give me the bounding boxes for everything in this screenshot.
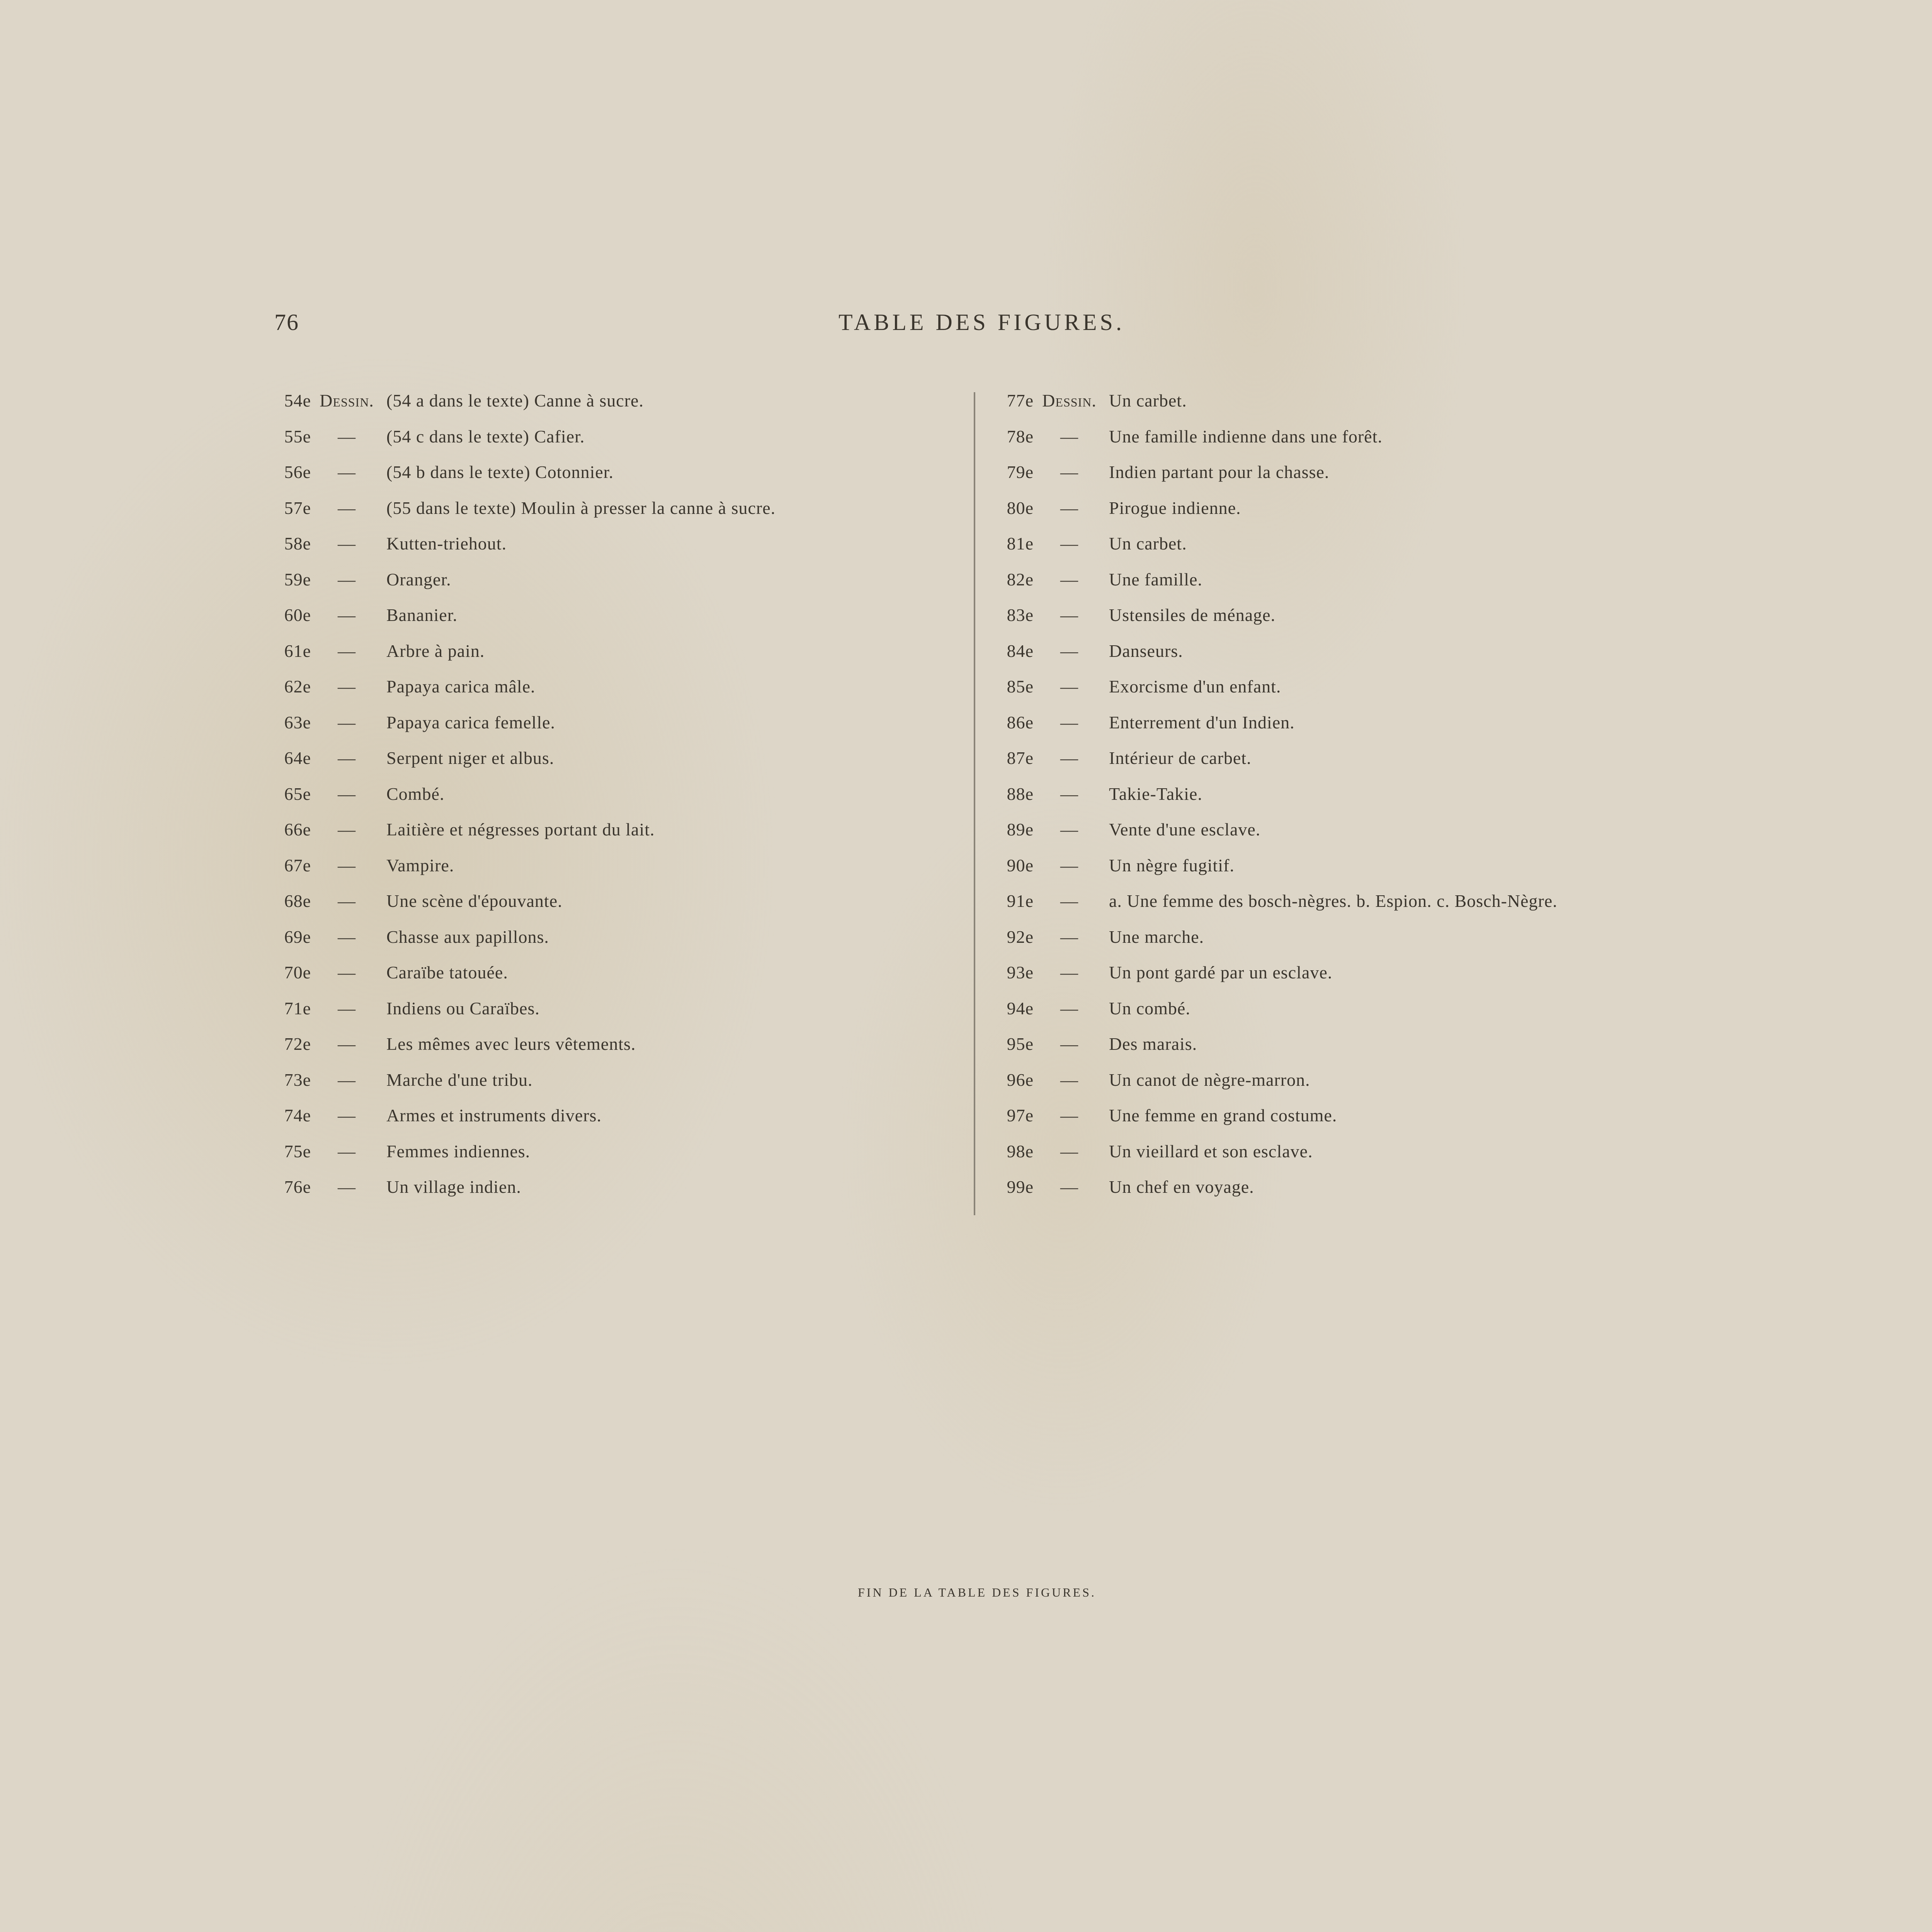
figure-number: 58e (284, 534, 311, 553)
figure-entry (274, 533, 951, 569)
figure-entry (274, 1070, 951, 1105)
ditto-dash: — (338, 426, 356, 446)
ditto-dash: — (338, 462, 356, 482)
figure-entry (997, 784, 1681, 820)
figure-number: 55e (284, 426, 311, 446)
ditto-dash: — (1060, 641, 1078, 661)
figure-entry (997, 927, 1681, 963)
figure-number: 59e (284, 569, 311, 589)
figure-number: 75e (284, 1141, 311, 1161)
figure-number: 63e (284, 712, 311, 732)
figure-entry (997, 748, 1681, 784)
figure-number: 61e (284, 641, 311, 661)
figure-caption: Une famille indienne dans une forêt. (1109, 426, 1383, 446)
ditto-dash: — (338, 748, 356, 768)
figure-caption: Femmes indiennes. (386, 1141, 531, 1161)
figure-caption: Papaya carica mâle. (386, 677, 536, 696)
page-number: 76 (274, 310, 299, 335)
figure-entry (274, 998, 951, 1034)
figure-number: 96e (1007, 1070, 1034, 1090)
figure-number: 82e (1007, 569, 1034, 589)
figure-number: 70e (284, 963, 311, 982)
ditto-dash: — (338, 605, 356, 625)
figure-number: 87e (1007, 748, 1034, 768)
figure-caption: Marche d'une tribu. (386, 1070, 533, 1090)
figure-entry (274, 390, 951, 426)
ditto-dash: — (1060, 891, 1078, 911)
figure-entry (997, 641, 1681, 677)
figure-entry (997, 819, 1681, 855)
figure-caption: Une famille. (1109, 569, 1202, 589)
ditto-dash: — (1060, 569, 1078, 589)
figure-number: 84e (1007, 641, 1034, 661)
figure-entry (274, 784, 951, 820)
figure-number: 66e (284, 820, 311, 839)
figure-entry (274, 1105, 951, 1141)
figure-caption: Un nègre fugitif. (1109, 855, 1235, 875)
dessin-label: Dessin. (1042, 391, 1097, 410)
figure-caption: Vampire. (386, 855, 454, 875)
figure-entry (274, 855, 951, 891)
figures-list-left (274, 390, 951, 1213)
figure-entry (274, 605, 951, 641)
figure-caption: Papaya carica femelle. (386, 712, 556, 732)
figure-number: 99e (1007, 1177, 1034, 1197)
figure-caption: Des marais. (1109, 1034, 1197, 1054)
ditto-dash: — (1060, 534, 1078, 553)
figure-caption: Enterrement d'un Indien. (1109, 712, 1295, 732)
figure-caption: Un canot de nègre-marron. (1109, 1070, 1310, 1090)
figure-entry (274, 927, 951, 963)
figure-entry (274, 891, 951, 927)
figure-entry (274, 498, 951, 534)
figure-caption: Un carbet. (1109, 391, 1187, 410)
ditto-dash: — (338, 1034, 356, 1054)
figure-number: 64e (284, 748, 311, 768)
figure-entry (274, 426, 951, 462)
figure-number: 88e (1007, 784, 1034, 804)
figure-number: 95e (1007, 1034, 1034, 1054)
figure-number: 97e (1007, 1105, 1034, 1125)
figure-number: 93e (1007, 963, 1034, 982)
ditto-dash: — (1060, 963, 1078, 982)
figure-caption: Caraïbe tatouée. (386, 963, 508, 982)
column-divider (974, 392, 975, 1215)
figure-caption: Serpent niger et albus. (386, 748, 554, 768)
ditto-dash: — (338, 712, 356, 732)
figure-caption: Takie-Takie. (1109, 784, 1202, 804)
ditto-dash: — (338, 963, 356, 982)
figure-caption: Intérieur de carbet. (1109, 748, 1252, 768)
ditto-dash: — (338, 1177, 356, 1197)
figure-number: 60e (284, 605, 311, 625)
figure-entry (997, 1177, 1681, 1213)
figure-caption: Vente d'une esclave. (1109, 820, 1261, 839)
figure-caption: Danseurs. (1109, 641, 1183, 661)
figure-entry (997, 426, 1681, 462)
figure-entry (997, 605, 1681, 641)
figure-entry (997, 1070, 1681, 1105)
figure-number: 90e (1007, 855, 1034, 875)
ditto-dash: — (1060, 1070, 1078, 1090)
figure-entry (997, 891, 1681, 927)
figure-caption: Ustensiles de ménage. (1109, 605, 1276, 625)
running-title: TABLE DES FIGURES. (838, 310, 1125, 335)
ditto-dash: — (338, 820, 356, 839)
figure-entry (997, 1105, 1681, 1141)
figure-number: 71e (284, 998, 311, 1018)
ditto-dash: — (1060, 748, 1078, 768)
figure-caption: (54 c dans le texte) Cafier. (386, 426, 585, 446)
figure-entry (997, 569, 1681, 605)
figure-number: 68e (284, 891, 311, 911)
figure-caption: Un chef en voyage. (1109, 1177, 1254, 1197)
figure-number: 57e (284, 498, 311, 518)
ditto-dash: — (338, 498, 356, 518)
ditto-dash: — (1060, 712, 1078, 732)
figure-entry (997, 998, 1681, 1034)
figure-number: 81e (1007, 534, 1034, 553)
figure-entry (274, 569, 951, 605)
ditto-dash: — (1060, 1034, 1078, 1054)
figure-entry (274, 712, 951, 748)
ditto-dash: — (1060, 677, 1078, 696)
ditto-dash: — (1060, 820, 1078, 839)
figure-entry (997, 1034, 1681, 1070)
figure-number: 72e (284, 1034, 311, 1054)
figure-number: 86e (1007, 712, 1034, 732)
end-note: FIN DE LA TABLE DES FIGURES. (858, 1585, 1096, 1599)
figure-entry (274, 1034, 951, 1070)
figure-caption: Un carbet. (1109, 534, 1187, 553)
figure-caption: Une marche. (1109, 927, 1204, 947)
figure-number: 56e (284, 462, 311, 482)
figure-entry (274, 676, 951, 712)
ditto-dash: — (1060, 605, 1078, 625)
figure-number: 94e (1007, 998, 1034, 1018)
figure-caption: (54 a dans le texte) Canne à sucre. (386, 391, 644, 410)
figure-number: 76e (284, 1177, 311, 1197)
ditto-dash: — (1060, 462, 1078, 482)
figure-number: 74e (284, 1105, 311, 1125)
figure-entry (997, 533, 1681, 569)
ditto-dash: — (338, 784, 356, 804)
ditto-dash: — (1060, 784, 1078, 804)
figure-caption: Un vieillard et son esclave. (1109, 1141, 1313, 1161)
figures-list-right (997, 390, 1681, 1213)
figure-caption: Une femme en grand costume. (1109, 1105, 1337, 1125)
dessin-label: Dessin. (320, 391, 374, 410)
figure-number: 73e (284, 1070, 311, 1090)
ditto-dash: — (338, 569, 356, 589)
figure-number: 69e (284, 927, 311, 947)
figure-number: 78e (1007, 426, 1034, 446)
ditto-dash: — (1060, 1105, 1078, 1125)
ditto-dash: — (1060, 426, 1078, 446)
figure-entry (997, 1141, 1681, 1177)
figure-caption: Une scène d'épouvante. (386, 891, 563, 911)
figure-number: 92e (1007, 927, 1034, 947)
figure-caption: Kutten-triehout. (386, 534, 507, 553)
figure-number: 98e (1007, 1141, 1034, 1161)
figure-caption: (54 b dans le texte) Cotonnier. (386, 462, 614, 482)
ditto-dash: — (1060, 998, 1078, 1018)
figure-caption: Un village indien. (386, 1177, 521, 1197)
ditto-dash: — (338, 534, 356, 553)
figure-number: 91e (1007, 891, 1034, 911)
figure-entry (274, 748, 951, 784)
figure-number: 85e (1007, 677, 1034, 696)
figure-number: 80e (1007, 498, 1034, 518)
ditto-dash: — (1060, 927, 1078, 947)
figure-entry (997, 855, 1681, 891)
figure-caption: Armes et instruments divers. (386, 1105, 602, 1125)
figure-number: 65e (284, 784, 311, 804)
figure-entry (997, 712, 1681, 748)
ditto-dash: — (338, 891, 356, 911)
figure-number: 79e (1007, 462, 1034, 482)
figure-number: 67e (284, 855, 311, 875)
figure-caption: Chasse aux papillons. (386, 927, 549, 947)
figure-number: 62e (284, 677, 311, 696)
figure-entry (274, 641, 951, 677)
figure-caption: Oranger. (386, 569, 451, 589)
figure-entry (997, 462, 1681, 498)
ditto-dash: — (338, 1070, 356, 1090)
figure-number: 83e (1007, 605, 1034, 625)
figure-entry (274, 1177, 951, 1213)
ditto-dash: — (338, 1141, 356, 1161)
ditto-dash: — (1060, 1141, 1078, 1161)
figure-caption: Les mêmes avec leurs vêtements. (386, 1034, 636, 1054)
figure-caption: Arbre à pain. (386, 641, 485, 661)
figure-caption: Indiens ou Caraïbes. (386, 998, 540, 1018)
figure-entry (274, 1141, 951, 1177)
ditto-dash: — (338, 855, 356, 875)
figure-number: 54e (284, 391, 311, 410)
figure-entry (997, 962, 1681, 998)
ditto-dash: — (1060, 1177, 1078, 1197)
ditto-dash: — (338, 998, 356, 1018)
ditto-dash: — (1060, 498, 1078, 518)
ditto-dash: — (338, 1105, 356, 1125)
figure-caption: a. Une femme des bosch-nègres. b. Espion. c. Bosch-Nègre. (1109, 891, 1558, 911)
figure-caption: Exorcisme d'un enfant. (1109, 677, 1281, 696)
figure-caption: Un pont gardé par un esclave. (1109, 963, 1333, 982)
figure-entry (997, 498, 1681, 534)
figure-number: 77e (1007, 391, 1034, 410)
figure-caption: Pirogue indienne. (1109, 498, 1241, 518)
figure-entry (274, 462, 951, 498)
ditto-dash: — (338, 677, 356, 696)
figure-caption: Un combé. (1109, 998, 1190, 1018)
figure-caption: (55 dans le texte) Moulin à presser la canne à sucre. (386, 498, 776, 518)
figure-entry (274, 962, 951, 998)
figure-caption: Indien partant pour la chasse. (1109, 462, 1330, 482)
ditto-dash: — (338, 641, 356, 661)
figure-caption: Laitière et négresses portant du lait. (386, 820, 655, 839)
figure-caption: Bananier. (386, 605, 457, 625)
figure-caption: Combé. (386, 784, 445, 804)
ditto-dash: — (1060, 855, 1078, 875)
figure-entry (997, 390, 1681, 426)
page-header (270, 309, 1260, 352)
figure-entry (997, 676, 1681, 712)
figure-entry (274, 819, 951, 855)
ditto-dash: — (338, 927, 356, 947)
figure-number: 89e (1007, 820, 1034, 839)
